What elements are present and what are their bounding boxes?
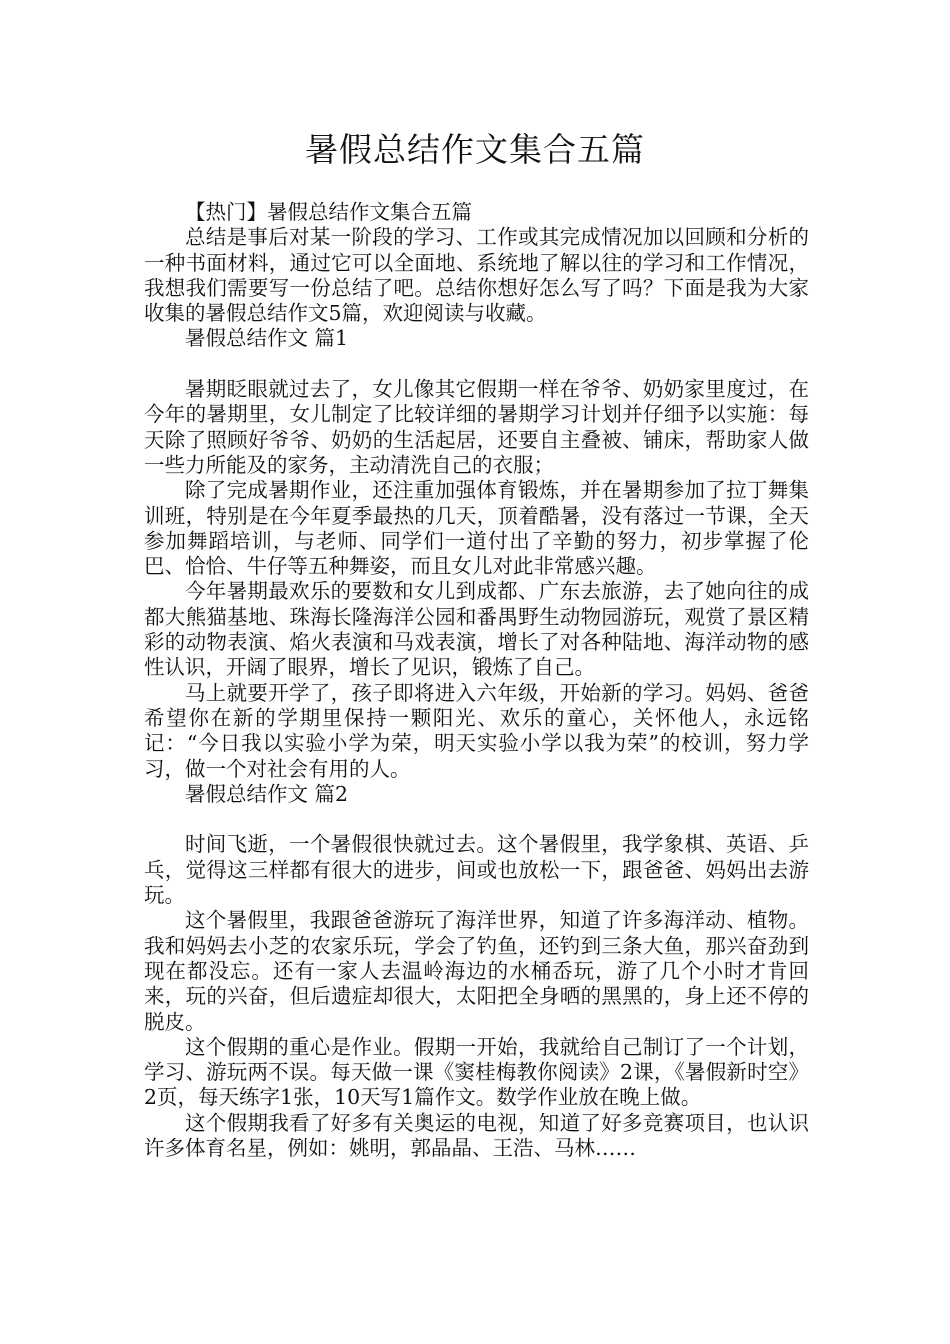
blank-line — [144, 352, 809, 377]
section-heading: 暑假总结作文 篇1 — [185, 326, 349, 351]
section-heading: 暑假总结作文 篇2 — [185, 781, 349, 806]
paragraph: 【热门】暑假总结作文集合五篇 — [185, 200, 472, 224]
paragraph: 时间飞逝，一个暑假很快就过去。这个暑假里，我学象棋、英语、乒乓，觉得这三样都有很大的进步，间或也放松一下，跟爸爸、妈妈出去游玩。 — [144, 832, 809, 908]
paragraph: 这个暑假里，我跟爸爸游玩了海洋世界，知道了许多海洋动、植物。我和妈妈去小芝的农家乐玩，学会了钓鱼，还钓到三条大鱼，那兴奋劲到现在都没忘。还有一家人去温岭海边的水桶岙玩，游了几个小时才肯回来，玩的兴奋，但后遗症却很大，太阳把全身晒的黑黑的，身上还不停的脱皮。 — [144, 908, 809, 1034]
document-title: 暑假总结作文集合五篇 — [305, 130, 645, 169]
paragraph: 这个假期的重心是作业。假期一开始，我就给自己制订了一个计划，学习、游玩两不误。每天做一课《窦桂梅教你阅读》2课，《暑假新时空》2页，每天练字1张，10天写1篇作文。数学作业放在晚上做。 — [144, 1034, 809, 1110]
paragraph: 总结是事后对某一阶段的学习、工作或其完成情况加以回顾和分析的一种书面材料，通过它可以全面地、系统地了解以往的学习和工作情况，我想我们需要写一份总结了吧。总结你想好怎么写了吗？下面是我为大家收集的暑假总结作文5篇，欢迎阅读与收藏。 — [144, 225, 809, 326]
blank-line — [144, 807, 809, 832]
paragraph: 这个假期我看了好多有关奥运的电视，知道了好多竞赛项目，也认识许多体育名星，例如：姚明，郭晶晶、王浩、马林…… — [144, 1110, 809, 1160]
paragraph: 暑期眨眼就过去了，女儿像其它假期一样在爷爷、奶奶家里度过，在今年的暑期里，女儿制定了比较详细的暑期学习计划并仔细予以实施：每天除了照顾好爷爷、奶奶的生活起居，还要自主叠被、铺床，帮助家人做一些力所能及的家务，主动清洗自己的衣服； — [144, 377, 809, 477]
document-body — [144, 200, 809, 1161]
paragraph: 今年暑期最欢乐的要数和女儿到成都、广东去旅游，去了她向往的成都大熊猫基地、珠海长隆海洋公园和番禺野生动物园游玩，观赏了景区精彩的动物表演、焰火表演和马戏表演，增长了对各种陆地、海洋动物的感性认识，开阔了眼界，增长了见识，锻炼了自己。 — [144, 579, 809, 680]
paragraph: 除了完成暑期作业，还注重加强体育锻炼，并在暑期参加了拉丁舞集训班，特别是在今年夏季最热的几天，顶着酷暑，没有落过一节课，全天参加舞蹈培训，与老师、同学们一道付出了辛勤的努力，初步掌握了伦巴、恰恰、牛仔等五种舞姿，而且女儿对此非常感兴趣。 — [144, 478, 809, 579]
paragraph: 马上就要开学了，孩子即将进入六年级，开始新的学习。妈妈、爸爸希望你在新的学期里保持一颗阳光、欢乐的童心，关怀他人，永远铭记：“今日我以实验小学为荣，明天实验小学以我为荣”的校训，努力学习，做一个对社会有用的人。 — [144, 680, 809, 781]
